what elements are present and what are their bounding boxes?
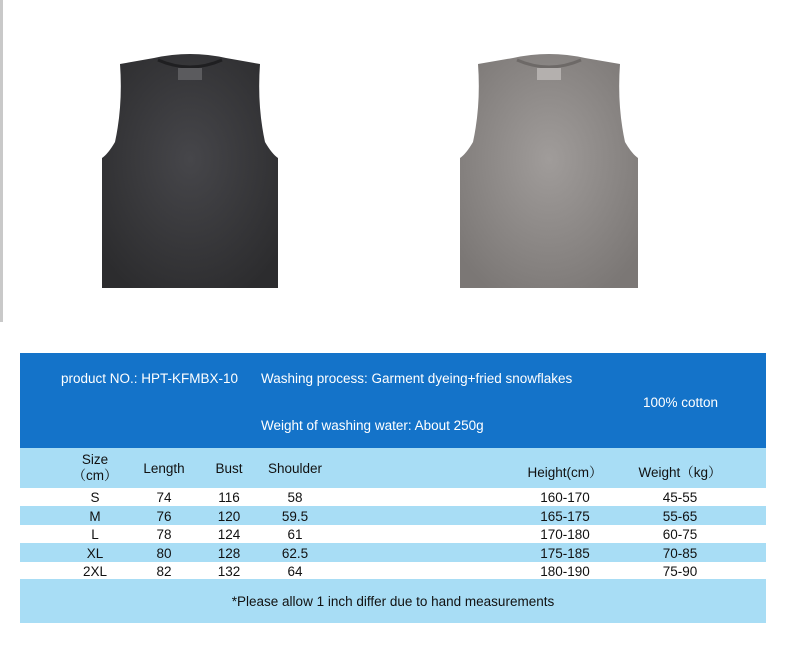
dark-tank-top-image <box>100 50 280 290</box>
cell-length: 78 <box>156 527 172 542</box>
material-composition: 100% cotton <box>643 395 719 410</box>
cell-shoulder: 59.5 <box>281 509 309 524</box>
cell-weight: 75-90 <box>662 564 698 579</box>
column-header-height: Height(cm） <box>527 465 603 480</box>
column-header-shoulder: Shoulder <box>267 461 323 476</box>
table-row <box>20 525 766 543</box>
table-row <box>20 543 766 562</box>
product-photo-dark-tank-top <box>100 50 280 290</box>
washing-process: Washing process: Garment dyeing+fried snowflakes <box>261 371 573 386</box>
column-header-bust: Bust <box>215 461 243 476</box>
cell-length: 74 <box>156 490 172 505</box>
cell-weight: 70-85 <box>662 546 698 561</box>
column-header-size-line1: Size <box>81 452 109 467</box>
cell-bust: 124 <box>217 527 241 542</box>
cell-shoulder: 58 <box>287 490 303 505</box>
cell-bust: 120 <box>217 509 241 524</box>
table-row <box>20 562 766 579</box>
cell-length: 80 <box>156 546 172 561</box>
cell-shoulder: 64 <box>287 564 303 579</box>
cell-shoulder: 61 <box>287 527 303 542</box>
column-header-length: Length <box>143 461 185 476</box>
cell-shoulder: 62.5 <box>281 546 309 561</box>
cell-bust: 132 <box>217 564 241 579</box>
page-left-edge-bar <box>0 0 3 322</box>
product-number: product NO.: HPT-KFMBX-10 <box>61 371 239 386</box>
cell-bust: 116 <box>218 490 240 505</box>
column-header-size <box>70 452 120 484</box>
measurement-footnote: *Please allow 1 inch differ due to hand measurements <box>231 594 555 609</box>
size-chart-table <box>20 353 766 623</box>
cell-length: 76 <box>156 509 172 524</box>
washing-water-weight: Weight of washing water: About 250g <box>261 418 484 433</box>
grey-tank-top-image <box>458 50 640 290</box>
cell-weight: 55-65 <box>662 509 698 524</box>
cell-weight: 60-75 <box>662 527 698 542</box>
cell-height: 160-170 <box>540 490 590 505</box>
table-row <box>20 506 766 525</box>
table-header-row <box>20 448 766 488</box>
cell-height: 170-180 <box>540 527 590 542</box>
cell-size: L <box>91 527 99 542</box>
cell-height: 165-175 <box>540 509 590 524</box>
cell-size: M <box>89 509 101 524</box>
product-info-header <box>20 353 766 448</box>
column-header-weight: Weight（kg） <box>638 465 722 480</box>
cell-size: S <box>90 490 100 505</box>
cell-height: 180-190 <box>540 564 590 579</box>
column-header-size-line2: （cm） <box>72 468 118 483</box>
cell-bust: 128 <box>217 546 241 561</box>
table-row <box>20 488 766 506</box>
cell-size: XL <box>86 546 104 561</box>
cell-height: 175-185 <box>540 546 590 561</box>
cell-length: 82 <box>156 564 172 579</box>
footnote-band <box>20 579 766 623</box>
cell-weight: 45-55 <box>662 490 698 505</box>
cell-size: 2XL <box>82 564 108 579</box>
product-photo-grey-tank-top <box>458 50 640 290</box>
